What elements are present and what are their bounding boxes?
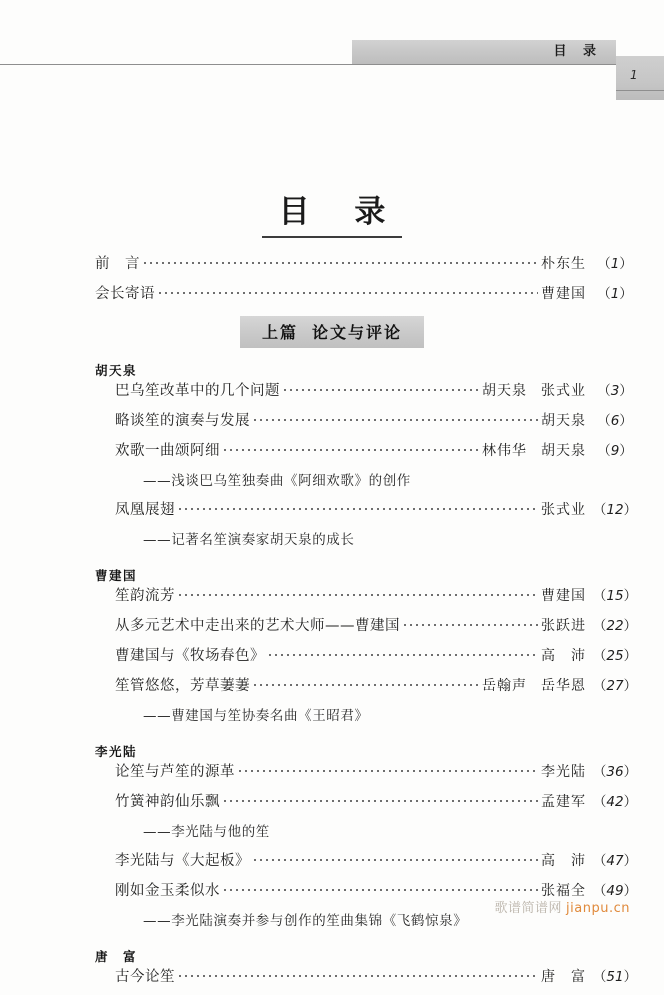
toc-entry-title: 会长寄语 xyxy=(95,286,155,302)
toc-entry[interactable] xyxy=(0,439,664,469)
toc-leader-dots xyxy=(402,623,538,627)
toc-leader-dots xyxy=(222,448,479,452)
toc-entry-authors xyxy=(541,645,586,665)
toc-entry-page: （36） xyxy=(592,764,638,780)
toc-entry-page: （9） xyxy=(597,443,633,459)
toc-entry-author: 林伟华 xyxy=(482,443,527,459)
toc-entry-author: 朴东生 xyxy=(541,256,586,272)
toc-entry-title: 略谈笙的演奏与发展 xyxy=(115,413,250,429)
toc-group-name: 唐 富 xyxy=(95,949,138,964)
watermark-domain: jianpu.cn xyxy=(566,901,630,916)
toc-entry-subtitle-row xyxy=(0,469,664,498)
toc-entry-authors xyxy=(541,791,586,811)
toc-entry-page: （1） xyxy=(597,256,633,272)
toc-entry[interactable] xyxy=(0,282,664,312)
toc-entry-author: 岳华恩 xyxy=(541,678,586,694)
toc-entry-page: （27） xyxy=(592,678,638,694)
part-banner xyxy=(240,316,424,348)
toc-entry-author: 曹建国 xyxy=(541,286,586,302)
toc-entry-page: （25） xyxy=(592,648,638,664)
toc-entry[interactable] xyxy=(0,584,664,614)
watermark-site-name: 歌谱简谱网 xyxy=(494,901,563,916)
running-head-bar xyxy=(352,40,616,64)
toc-entry-title: 巴乌笙改革中的几个问题 xyxy=(115,383,280,399)
toc-entry[interactable] xyxy=(0,252,664,282)
toc-leader-dots xyxy=(237,769,538,773)
toc-leader-dots xyxy=(177,507,538,511)
toc-entry-page-number: 1 xyxy=(610,256,620,272)
toc-entry-page-number: 47 xyxy=(606,853,624,869)
toc-entry-subtitle-row xyxy=(0,528,664,557)
toc-entry-author: 胡天泉 xyxy=(482,383,527,399)
toc-entry-page-number: 9 xyxy=(610,443,620,459)
toc-group-heading xyxy=(0,938,664,965)
toc-entry-page: （15） xyxy=(592,588,638,604)
toc-entry-subtitle: ——浅谈巴乌笙独奏曲《阿细欢歌》的创作 xyxy=(143,473,411,489)
part-banner-row xyxy=(0,312,664,352)
toc-entry-title: 前 言 xyxy=(95,256,140,272)
toc-entry[interactable] xyxy=(0,674,664,704)
toc-leader-dots xyxy=(267,653,538,657)
toc-entry-page: （1） xyxy=(597,286,633,302)
toc-group-heading xyxy=(0,352,664,379)
toc-entry-author: 李光陆 xyxy=(541,764,586,780)
toc-entry-authors xyxy=(541,585,586,605)
header-rule-right xyxy=(616,90,664,91)
toc-entry-page: （6） xyxy=(597,413,633,429)
toc-entry-authors xyxy=(541,410,586,430)
toc-entry-title: 刚如金玉柔似水 xyxy=(115,883,220,899)
toc-leader-dots xyxy=(142,261,538,265)
folio-box xyxy=(616,56,664,100)
toc-entry-authors xyxy=(541,499,586,519)
toc-entry-page: （51） xyxy=(592,969,638,985)
toc-entry[interactable] xyxy=(0,965,664,995)
watermark xyxy=(495,897,630,916)
toc-entry-title: 古今论笙 xyxy=(115,969,175,985)
toc-entry-page: （22） xyxy=(592,618,638,634)
toc-leader-dots xyxy=(222,888,538,892)
toc-entry-title: 竹簧神韵仙乐飘 xyxy=(115,794,220,810)
toc-leader-dots xyxy=(177,974,538,978)
toc-entry-subtitle-row xyxy=(0,820,664,849)
toc-entry-author: 胡天泉 xyxy=(541,413,586,429)
toc-entry-author: 张式业 xyxy=(541,502,586,518)
toc-leader-dots xyxy=(157,291,538,295)
toc-entry-authors xyxy=(482,675,586,695)
running-head-label: 目 录 xyxy=(553,44,602,59)
toc-entry[interactable] xyxy=(0,790,664,820)
toc-group-heading xyxy=(0,733,664,760)
toc-leader-dots xyxy=(252,418,538,422)
toc-entry-author: 高 沛 xyxy=(541,853,586,869)
page-title-wrap xyxy=(0,186,664,238)
part-name: 论文与评论 xyxy=(312,323,403,342)
toc-leader-dots xyxy=(252,683,479,687)
toc-group-name: 曹建国 xyxy=(95,568,138,583)
toc-entry-subtitle-row xyxy=(0,704,664,733)
toc-entry-page-number: 3 xyxy=(610,383,620,399)
toc-entry-page: （42） xyxy=(592,794,638,810)
toc-entry-subtitle: ——李光陆与他的笙 xyxy=(143,824,270,840)
toc-leader-dots xyxy=(222,799,538,803)
page-title: 目 录 xyxy=(262,186,403,238)
toc-entry-subtitle: ——李光陆演奏并参与创作的笙曲集锦《飞鹤惊泉》 xyxy=(143,913,468,929)
toc-entry-author: 张式业 xyxy=(541,383,586,399)
toc-entry-subtitle: ——记著名笙演奏家胡天泉的成长 xyxy=(143,532,355,548)
toc-entry-title: 笙管悠悠，芳草萋萋 xyxy=(115,678,250,694)
toc-entry-page-number: 15 xyxy=(606,588,624,604)
toc-entry-title: 李光陆与《大起板》 xyxy=(115,853,250,869)
toc-entry-author: 曹建国 xyxy=(541,588,586,604)
toc-entry-page-number: 49 xyxy=(606,883,624,899)
toc-entry-author: 胡天泉 xyxy=(541,443,586,459)
toc-group-name: 胡天泉 xyxy=(95,363,138,378)
toc-entry[interactable] xyxy=(0,498,664,528)
toc-entry-author: 张跃进 xyxy=(541,618,586,634)
toc-leader-dots xyxy=(252,858,538,862)
toc-entry-page-number: 42 xyxy=(606,794,624,810)
toc-entry[interactable] xyxy=(0,379,664,409)
toc-entry-authors xyxy=(541,850,586,870)
toc-entry-title: 凤凰展翅 xyxy=(115,502,175,518)
toc-entry-author: 岳翰声 xyxy=(482,678,527,694)
toc-entry-page-number: 25 xyxy=(606,648,624,664)
toc-entry-title: 论笙与芦笙的源革 xyxy=(115,764,235,780)
toc-entry-page-number: 22 xyxy=(606,618,624,634)
toc-entry-title: 欢歌一曲颂阿细 xyxy=(115,443,220,459)
toc-entry-authors xyxy=(482,380,586,400)
toc-entry-authors xyxy=(541,966,586,986)
toc-leader-dots xyxy=(177,593,538,597)
toc-entry-page-number: 12 xyxy=(606,502,624,518)
table-of-contents xyxy=(0,252,664,995)
toc-entry-author: 高 沛 xyxy=(541,648,586,664)
toc-entry-author: 唐 富 xyxy=(541,969,586,985)
toc-entry-page-number: 36 xyxy=(606,764,624,780)
toc-entry-page: （3） xyxy=(597,383,633,399)
toc-entry-title: 从多元艺术中走出来的艺术大师——曹建国 xyxy=(115,618,400,634)
toc-group-heading xyxy=(0,557,664,584)
folio-number: 1 xyxy=(630,68,638,82)
toc-entry-page-number: 6 xyxy=(610,413,620,429)
toc-entry-authors xyxy=(541,615,586,635)
header-rule xyxy=(0,64,616,65)
toc-entry-page-number: 27 xyxy=(606,678,624,694)
toc-entry-authors xyxy=(541,253,586,273)
toc-entry-authors xyxy=(541,761,586,781)
part-label: 上篇 xyxy=(261,323,298,342)
toc-entry[interactable] xyxy=(0,760,664,790)
toc-leader-dots xyxy=(282,388,479,392)
toc-group-name: 李光陆 xyxy=(95,744,138,759)
toc-entry-page-number: 51 xyxy=(606,969,624,985)
toc-entry-author: 孟建军 xyxy=(541,794,586,810)
toc-entry-title: 曹建国与《牧场春色》 xyxy=(115,648,265,664)
toc-entry-page: （47） xyxy=(592,853,638,869)
toc-entry-authors xyxy=(482,440,586,460)
toc-entry-page: （49） xyxy=(592,883,638,899)
toc-entry-title: 笙韵流芳 xyxy=(115,588,175,604)
toc-entry[interactable] xyxy=(0,849,664,879)
toc-entry[interactable] xyxy=(0,409,664,439)
toc-entry[interactable] xyxy=(0,644,664,674)
toc-entry-author: 张福全 xyxy=(541,883,586,899)
toc-entry-subtitle: ——曹建国与笙协奏名曲《王昭君》 xyxy=(143,708,369,724)
toc-entry-page: （12） xyxy=(592,502,638,518)
toc-entry-authors xyxy=(541,283,586,303)
page-running-header xyxy=(0,0,664,120)
toc-entry[interactable] xyxy=(0,614,664,644)
toc-entry-page-number: 1 xyxy=(610,286,620,302)
